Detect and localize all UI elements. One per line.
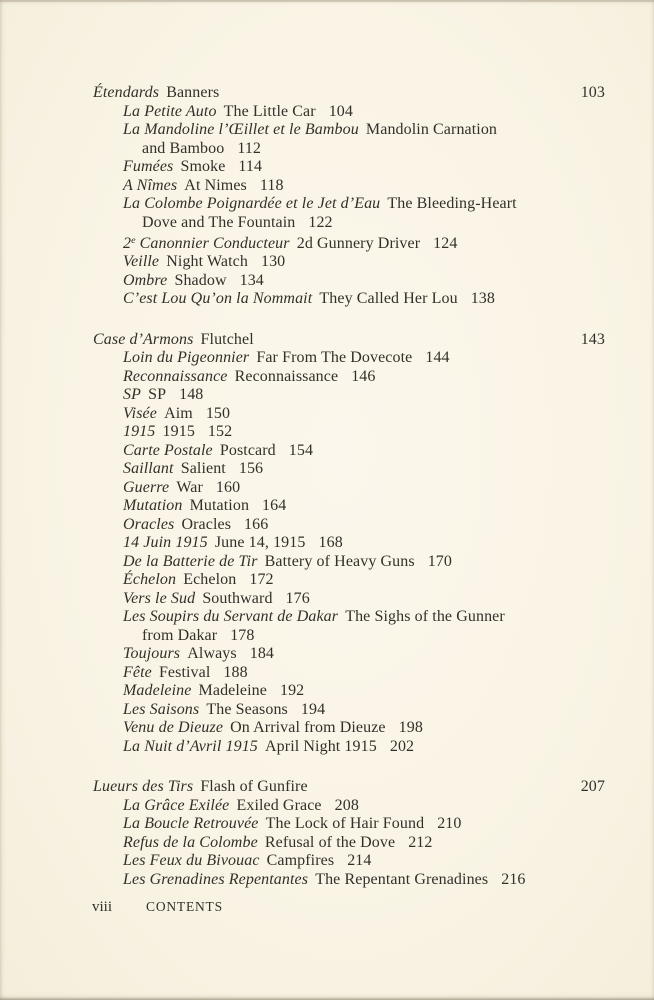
item-title-french: Madeleine	[123, 682, 192, 700]
item-page-number: 112	[237, 139, 262, 157]
item-page-number: 176	[285, 589, 310, 607]
item-page-number: 194	[300, 700, 326, 718]
item-title-english: Aim	[164, 404, 193, 422]
item-title-english: Southward	[202, 589, 273, 607]
item-title-french: Toujours	[123, 645, 181, 663]
toc-item	[123, 405, 605, 424]
item-page-number: 152	[207, 423, 233, 441]
section-title-english: Flutchel	[200, 330, 254, 348]
item-title-english: The Lock of Hair Found	[265, 815, 425, 833]
item-page-number: 172	[249, 571, 274, 589]
item-title-english: Salient	[180, 460, 226, 478]
section-title-english: Banners	[166, 84, 220, 101]
item-title-english: Reconnaissance	[234, 367, 339, 385]
item-title-english: The Sighs of the Gunner from Dakar	[142, 608, 505, 644]
toc-item	[123, 368, 605, 387]
item-title-french: La Grâce Exilée	[123, 796, 230, 814]
section-heading	[93, 331, 605, 350]
section-heading-text	[93, 778, 308, 797]
item-title-french: 14 Juin 1915	[123, 534, 208, 552]
item-title-english: Refusal of the Dove	[264, 833, 396, 851]
toc-item	[123, 608, 605, 645]
item-page-number: 114	[238, 158, 263, 175]
item-title-english: Madeleine	[198, 682, 267, 700]
item-page-number: 170	[427, 552, 453, 570]
item-title-french: Reconnaissance	[123, 367, 228, 385]
item-title-english: The Repentant Grenadines	[315, 870, 489, 888]
item-title-english: Smoke	[180, 158, 226, 175]
item-page-number: 104	[328, 102, 354, 120]
toc-section	[93, 84, 605, 309]
item-title-english: Festival	[158, 663, 211, 681]
toc-item	[123, 645, 605, 664]
section-title-english: Flash of Gunfire	[200, 778, 308, 796]
toc-section	[93, 778, 605, 889]
toc-item	[123, 232, 605, 253]
toc-item	[123, 479, 605, 498]
page-footer	[92, 899, 223, 916]
item-title-french: A Nîmes	[123, 176, 178, 194]
item-title-french: 2e Canonnier Conducteur	[123, 234, 290, 252]
item-title-english: The Bleeding-Heart Dove and The Fountain	[142, 195, 517, 231]
item-title-french: Les Grenadines Repentantes	[123, 870, 309, 888]
item-page-number: 118	[259, 176, 284, 194]
toc-item	[123, 121, 605, 158]
toc-item	[123, 871, 605, 890]
item-title-french: Fumées	[123, 158, 174, 175]
item-title-english: 2d Gunnery Driver	[296, 234, 421, 252]
item-title-english: Mandolin Carnation and Bamboo	[142, 121, 498, 157]
item-title-french: C’est Lou Qu’on la Nommait	[123, 290, 313, 308]
item-title-english: On Arrival from Dieuze	[230, 719, 386, 737]
toc-item	[123, 797, 605, 816]
toc-item	[123, 553, 605, 572]
section-page-number: 143	[580, 330, 605, 348]
toc-item	[123, 497, 605, 516]
superscript-ordinal: e	[131, 235, 136, 246]
toc-item	[123, 571, 605, 590]
item-title-french: De la Batterie de Tir	[123, 552, 258, 570]
item-page-number: 192	[279, 682, 305, 700]
item-title-french: Mutation	[123, 497, 183, 515]
toc-item	[123, 272, 605, 291]
item-title-french: Les Saisons	[123, 700, 200, 718]
item-title-french: Carte Postale	[123, 441, 213, 459]
item-page-number: 134	[239, 271, 264, 289]
toc-item	[123, 195, 605, 232]
section-title-french: Case d’Armons	[93, 330, 194, 348]
item-title-english: SP	[148, 386, 167, 404]
item-title-french: Guerre	[123, 478, 170, 496]
item-title-english: Always	[187, 645, 237, 663]
item-title-french: Échelon	[123, 571, 177, 589]
toc-item	[123, 460, 605, 479]
toc-item	[123, 442, 605, 461]
item-page-number: 160	[215, 478, 241, 496]
section-items	[93, 349, 605, 756]
section-page-number: 103	[580, 84, 605, 101]
running-head: CONTENTS	[146, 899, 223, 914]
toc-section	[93, 331, 605, 757]
toc-item	[123, 834, 605, 853]
item-page-number: 150	[205, 404, 231, 422]
item-title-english: April Night 1915	[265, 737, 377, 755]
toc-item	[123, 103, 605, 122]
item-title-english: Shadow	[174, 271, 227, 289]
item-page-number: 198	[398, 719, 423, 737]
item-title-english: At Nimes	[184, 176, 247, 194]
item-title-english: Echelon	[183, 571, 237, 589]
item-title-english: Battery of Heavy Guns	[264, 552, 415, 570]
item-page-number: 124	[433, 234, 458, 252]
item-title-french: Saillant	[123, 460, 174, 478]
item-page-number: 188	[223, 663, 248, 681]
section-title-french: Étendards	[93, 84, 160, 101]
item-title-french: La Boucle Retrouvée	[123, 815, 259, 833]
item-title-english: Exiled Grace	[236, 796, 322, 814]
scan-edge-top	[0, 0, 654, 2]
item-page-number: 168	[318, 534, 343, 552]
toc-item	[123, 719, 605, 738]
item-title-english: Oracles	[181, 515, 232, 533]
item-page-number: 146	[351, 367, 376, 385]
toc-item	[123, 534, 605, 553]
item-page-number: 148	[179, 386, 204, 404]
item-title-french: Ombre	[123, 271, 168, 289]
item-title-english: Far From The Dovecote	[256, 349, 413, 367]
item-page-number: 156	[238, 460, 264, 478]
item-title-french: Fête	[123, 663, 152, 681]
item-title-english: 1915	[162, 423, 195, 441]
section-heading	[93, 778, 605, 797]
toc-item	[123, 386, 605, 405]
item-title-english: Campfires	[266, 852, 335, 870]
section-heading-text	[93, 331, 254, 350]
item-page-number: 122	[308, 213, 333, 231]
item-page-number: 178	[230, 626, 255, 644]
item-title-english: Night Watch	[166, 253, 248, 271]
toc-item	[123, 664, 605, 683]
item-page-number: 214	[347, 852, 372, 870]
item-title-french: SP	[123, 386, 141, 404]
item-title-french: Vers le Sud	[123, 589, 196, 607]
item-title-french: Refus de la Colombe	[123, 833, 258, 851]
section-title-french: Lueurs des Tirs	[93, 778, 194, 796]
section-heading-text	[93, 84, 219, 103]
toc-item	[123, 516, 605, 535]
item-page-number: 166	[244, 515, 269, 533]
item-title-french: Loin du Pigeonnier	[123, 349, 250, 367]
item-title-french: La Mandoline l’Œillet et le Bambou	[123, 121, 359, 138]
item-title-english: The Little Car	[223, 102, 316, 120]
toc-item	[123, 290, 605, 309]
toc-item	[123, 852, 605, 871]
item-title-french: Veille	[123, 253, 160, 271]
item-page-number: 202	[389, 737, 415, 755]
folio-page-number: viii	[92, 899, 113, 915]
toc-item	[123, 177, 605, 196]
section-items	[93, 797, 605, 890]
section-items	[93, 103, 605, 309]
item-title-french: Venu de Dieuze	[123, 719, 224, 737]
section-page-number: 207	[580, 778, 605, 796]
item-title-french: Oracles	[123, 515, 175, 533]
item-title-english: War	[176, 478, 203, 496]
item-title-english: The Seasons	[206, 700, 288, 718]
toc-item	[123, 682, 605, 701]
toc-item	[123, 701, 605, 720]
section-heading	[93, 84, 605, 103]
item-title-french: 1915	[123, 423, 156, 441]
toc-item	[123, 158, 605, 177]
item-page-number: 164	[262, 497, 287, 515]
toc-item	[123, 590, 605, 609]
toc-item	[123, 423, 605, 442]
item-title-english: They Called Her Lou	[319, 290, 458, 308]
item-page-number: 208	[334, 796, 359, 814]
item-title-french: Visée	[123, 404, 157, 422]
item-page-number: 144	[425, 349, 450, 367]
item-page-number: 212	[408, 833, 433, 851]
item-title-english: Mutation	[189, 497, 250, 515]
toc-item	[123, 738, 605, 757]
item-page-number: 210	[437, 815, 462, 833]
toc-item	[123, 253, 605, 272]
item-title-french: La Petite Auto	[123, 102, 217, 120]
item-title-french: La Nuit d’Avril 1915	[123, 737, 258, 755]
table-of-contents	[93, 84, 605, 889]
item-page-number: 138	[470, 290, 496, 308]
item-page-number: 154	[288, 441, 314, 459]
item-title-english: Postcard	[219, 441, 276, 459]
item-page-number: 216	[501, 870, 526, 888]
toc-item	[123, 349, 605, 368]
item-title-french: Les Soupirs du Servant de Dakar	[123, 608, 339, 626]
item-title-french: La Colombe Poignardée et le Jet d’Eau	[123, 195, 381, 212]
item-title-english: June 14, 1915	[214, 534, 306, 552]
item-title-french: Les Feux du Bivouac	[123, 852, 260, 870]
item-page-number: 130	[260, 253, 286, 271]
item-page-number: 184	[249, 645, 275, 663]
toc-item	[123, 815, 605, 834]
